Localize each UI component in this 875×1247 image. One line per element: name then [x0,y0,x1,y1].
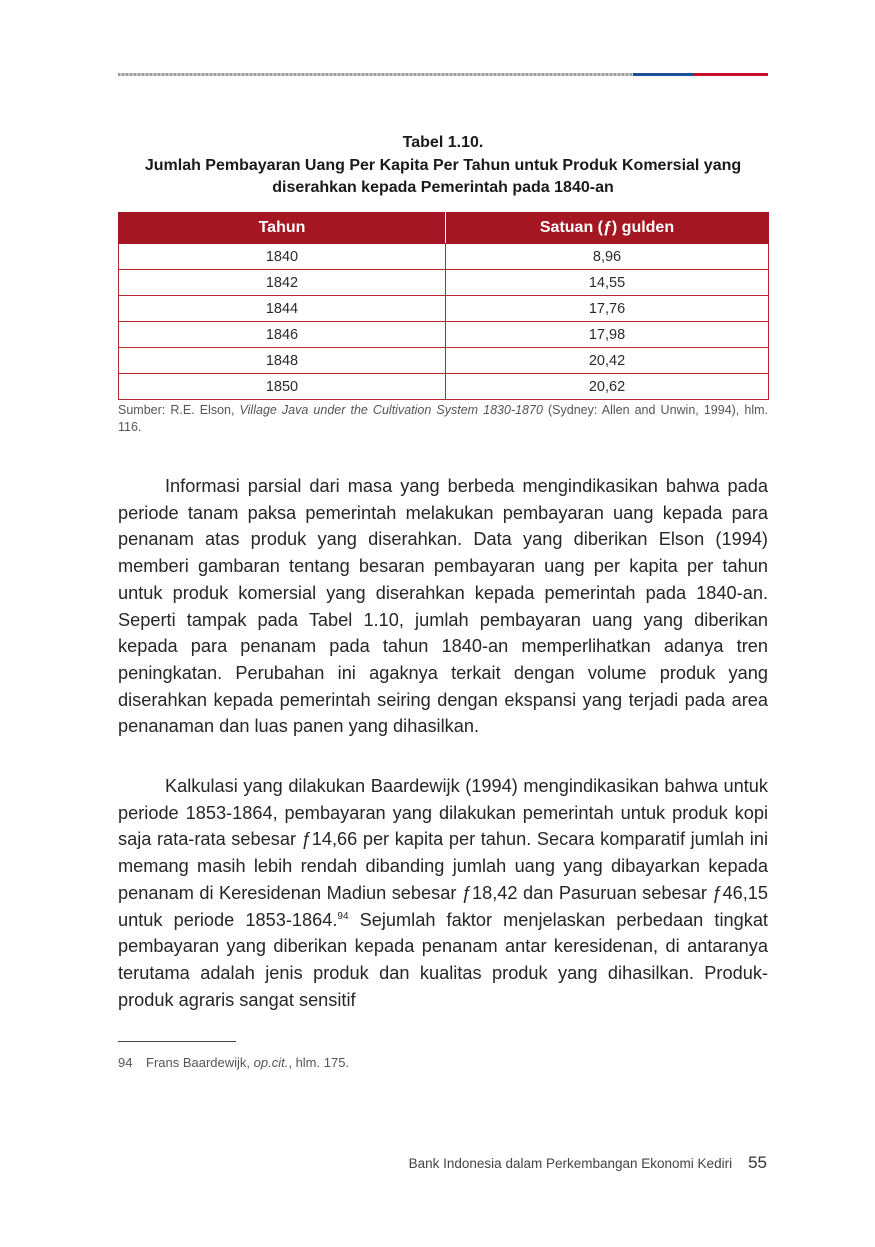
amount-cell: 8,96 [446,244,769,270]
header-rule-gray [118,73,633,76]
year-cell: 1840 [119,244,446,270]
table-row [119,270,769,296]
amount-cell: 14,55 [446,270,769,296]
page-footer [409,1153,767,1173]
year-cell: 1848 [119,348,446,374]
body-paragraph-1: Informasi parsial dari masa yang berbeda mengindikasikan bahwa pada periode tanam paksa pemerintah melakukan pembayaran uang kepada para penanam atas produk yang diserahkan. Data yang diberikan Elson (1994) memberi gambaran tentang besaran pembayaran uang per kapita per tahun untuk produk komersial yang diserahkan kepada pemerintah pada 1840-an. Seperti tampak pada Tabel 1.10, jumlah pembayaran uang yang diberikan kepada para penanam pada tahun 1840-an memperlihatkan adanya tren peningkatan. Perubahan ini agaknya terkait dengan volume produk yang diserahkan kepada pemerintah seiring dengan ekspansi yang terjadi pada area penanaman dan luas panen yang dihasilkan. [118,476,768,737]
footnote-reference: 94 [337,910,349,922]
payment-table [118,212,769,400]
table-row [119,348,769,374]
year-cell: 1846 [119,322,446,348]
source-prefix: Sumber: R.E. Elson, [118,403,240,417]
footnote-ref: op.cit. [253,1055,289,1070]
amount-cell: 20,42 [446,348,769,374]
amount-cell: 17,98 [446,322,769,348]
table-header-row [119,213,769,244]
footer-book-title: Bank Indonesia dalam Perkembangan Ekonomi Kediri [408,1156,733,1171]
paragraph-2-text-before: Kalkulasi yang dilakukan Baardewijk (1994) mengindikasikan bahwa untuk periode 1853-1864, pembayaran yang dilakukan pemerintah untuk produk kopi saja rata-rata sebesar ƒ14,66 per kapita per tahun. Secara komparatif jumlah ini memang masih lebih rendah dibanding jumlah uang yang dibayarkan kepada penanam di Keresidenan Madiun sebesar ƒ18,42 dan Pasuruan sebesar ƒ46,15 untuk periode 1853-1864. [118,776,768,930]
paragraph-2-text-after: Sejumlah faktor menjelaskan perbedaan tingkat pembayaran yang diberikan kepada penanam antar keresidenan, di antaranya terutama adalah jenis produk dan kualitas produk yang dihasilkan. Produk-produk agraris sangat sensitif [118,909,768,1010]
footnote-author: Frans Baardewijk, [146,1055,254,1070]
header-rule-blue [633,73,693,76]
year-cell: 1842 [119,270,446,296]
year-cell: 1850 [119,374,446,400]
table-row [119,322,769,348]
table-number: Tabel 1.10. [402,134,484,151]
table-row [119,374,769,400]
table-source [118,402,768,436]
footnote-rest: , hlm. 175. [288,1055,350,1070]
amount-cell: 20,62 [446,374,769,400]
source-suffix: (Sydney: Allen and Unwin, 1994), hlm. 116. [118,403,768,434]
column-header-amount: Satuan (ƒ) gulden [446,213,769,244]
footnote-number: 94 [118,1055,133,1070]
year-cell: 1844 [119,296,446,322]
page-number: 55 [748,1153,767,1172]
amount-cell: 17,76 [446,296,769,322]
table-row [119,296,769,322]
header-rule [118,73,768,76]
body-paragraph-2 [118,773,768,1013]
source-book-title: Village Java under the Cultivation System 1830-1870 [239,403,543,417]
footnote-divider [118,1041,236,1042]
table-row [119,244,769,270]
footnote [118,1055,349,1070]
header-rule-red [693,73,768,76]
table-title: Jumlah Pembayaran Uang Per Kapita Per Tahun untuk Produk Komersial yang diserahkan kepada Pemerintah pada 1840-an [144,157,742,196]
column-header-year: Tahun [119,213,446,244]
